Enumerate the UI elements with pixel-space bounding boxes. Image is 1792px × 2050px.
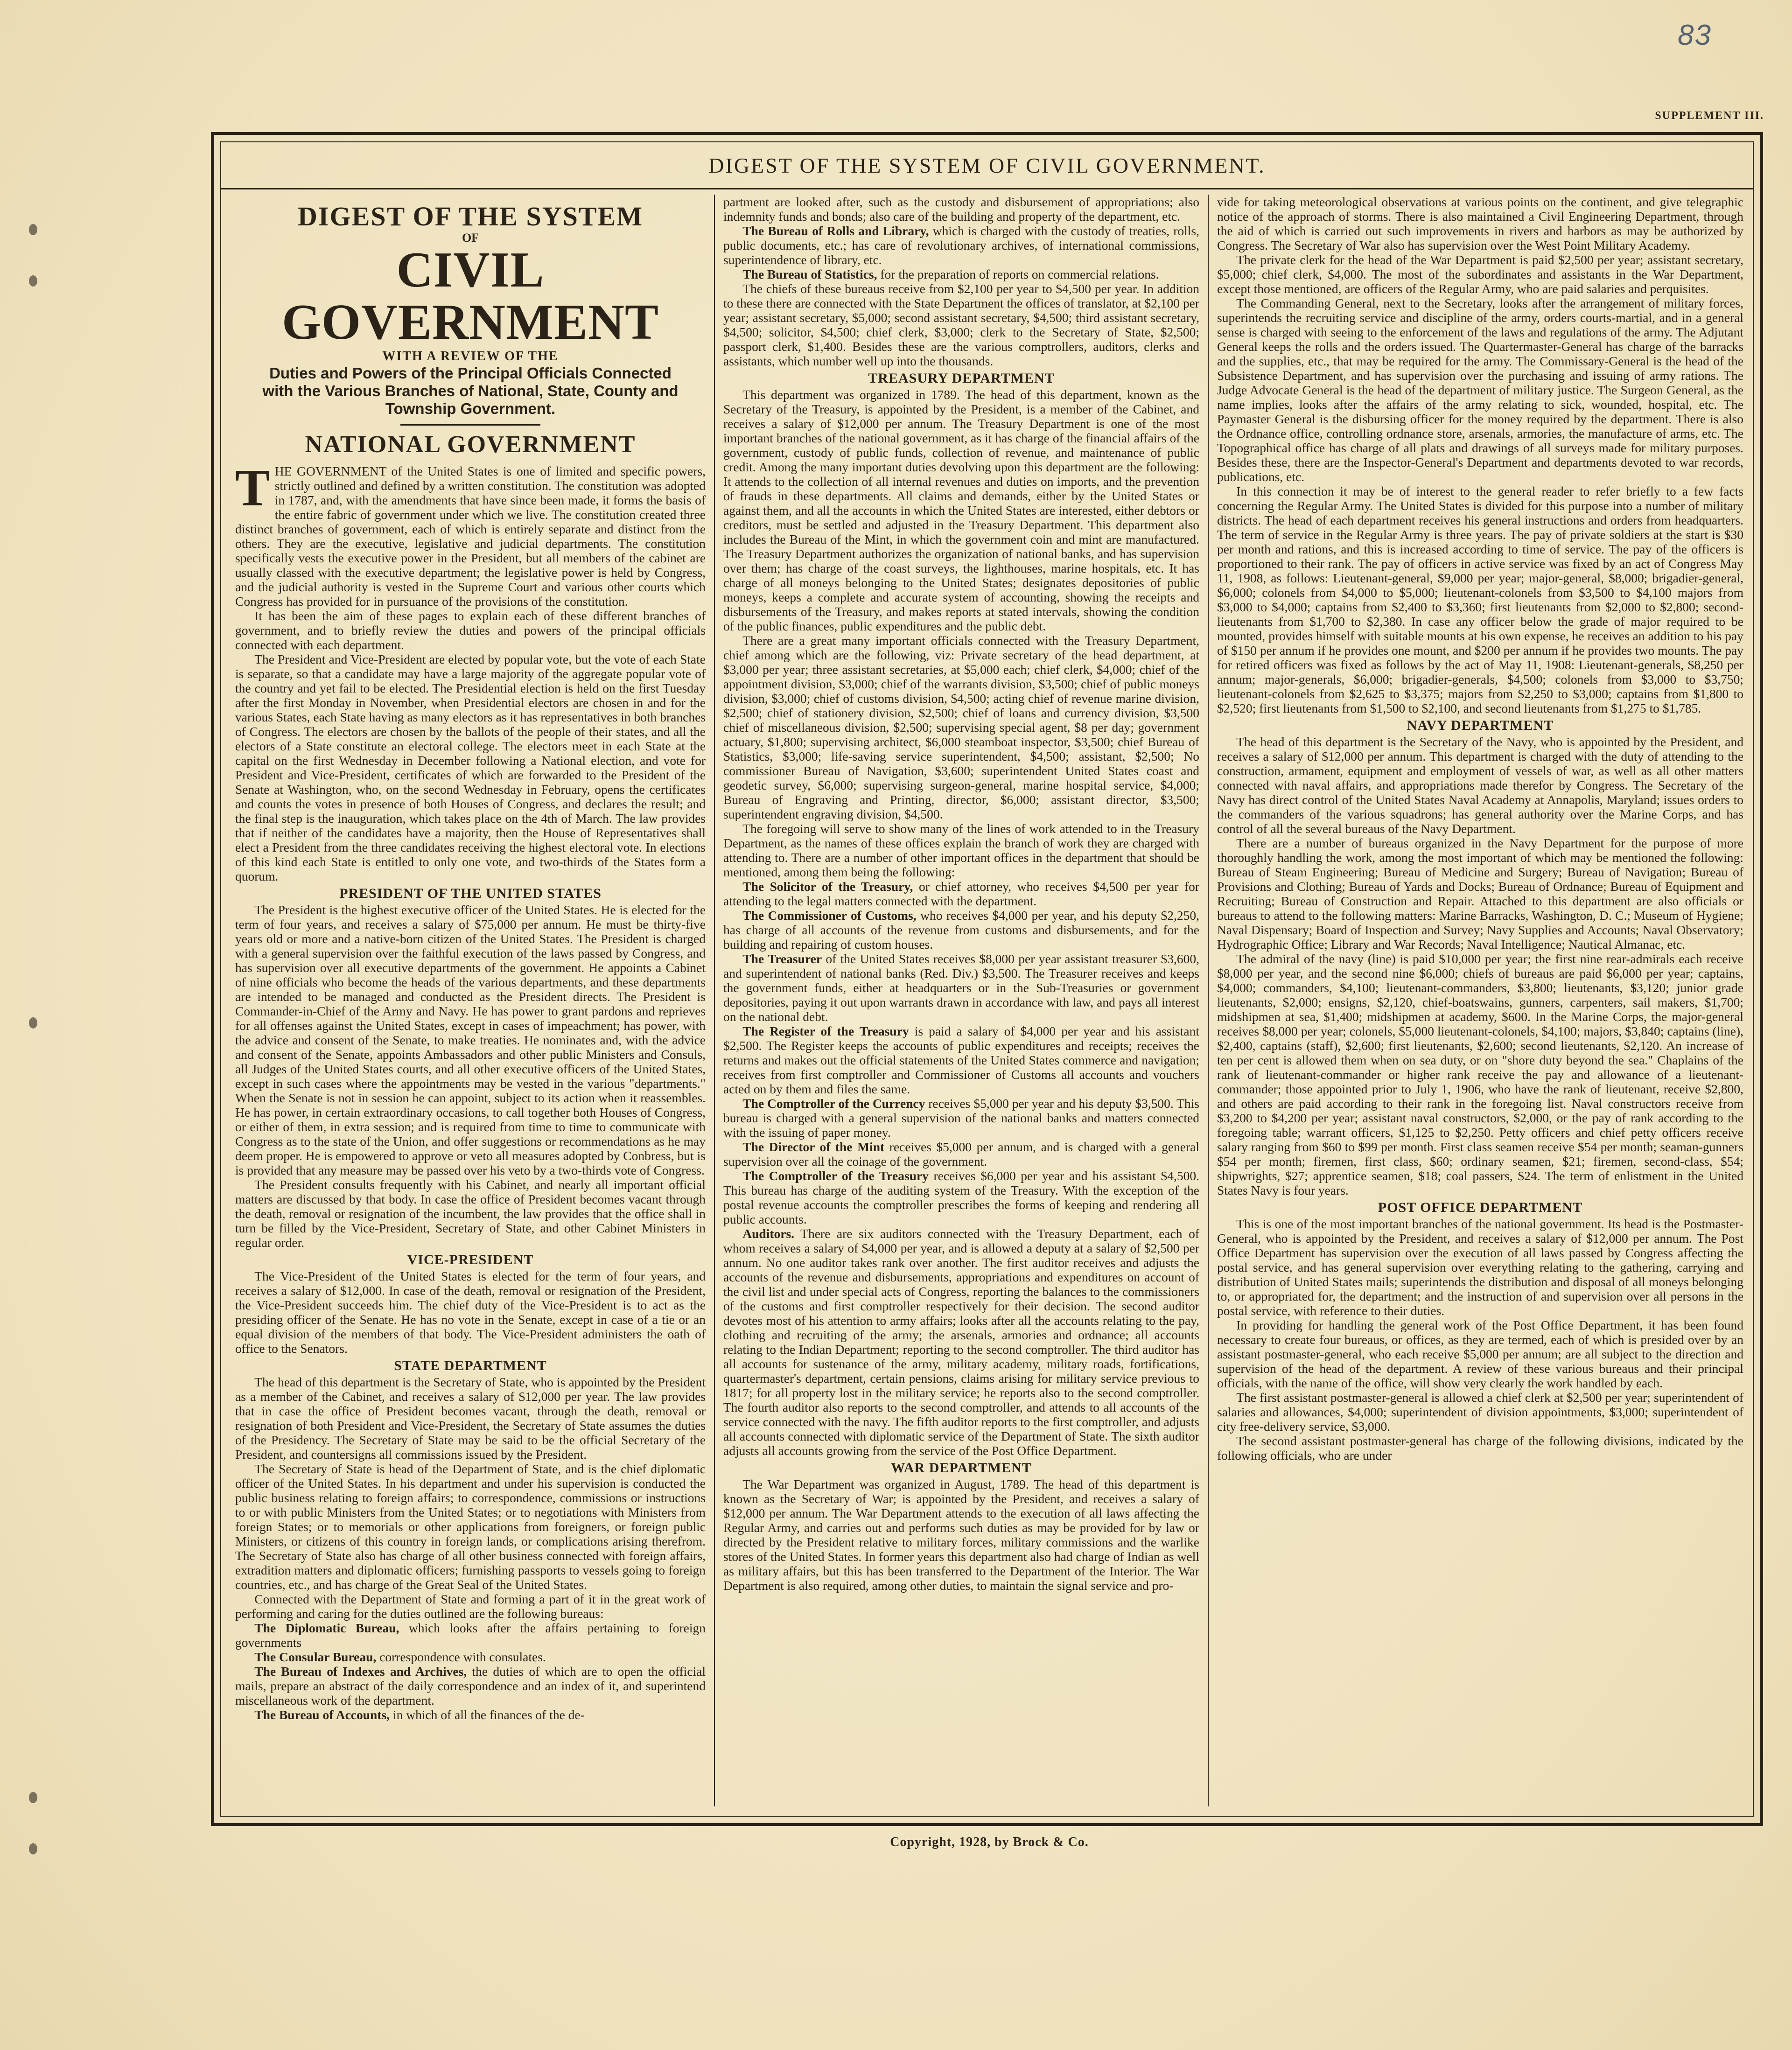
title-block <box>235 201 706 458</box>
lead-in: The Comptroller of the Treasury <box>742 1168 929 1183</box>
drop-cap: T <box>235 459 270 517</box>
section-heading: VICE-PRESIDENT <box>407 1252 534 1267</box>
paragraph: The admiral of the navy (line) is paid $10,000 per year; the first nine rear-admirals each receive $8,000 per year, and the second nine $6,000; chiefs of bureaus are paid $6,000 per year; captains, $4,000; commanders, $4,100; lieutenant-commanders, $3,800; lieutenants, $3,120; junior grade lieutenants, $2,000; ensigns, $2,120, chief-boatswains, gunners, carpenters, sail makers, $1,700; midshipmen at sea, $1,400; midshipmen at academy, $600. In the Marine Corps, the major-general receives $8,000 per year; colonels, $5,000 lieutenant-colonels, $4,100; majors, $3,840; captains (line), $2,400, captains (staff), $2,600; first lieutenants, $2,600; second lieutenants, $2,120. An increase of ten per cent is allowed them when on sea duty, or on "shore duty beyond the sea." Chaplains of the rank of lieutenant-commander or higher rank receive the pay and allowance of a lieutenant-commander; those appointed prior to July 1, 1906, who have the rank of lieutenant, receive $2,800, and others are paid according to their rank in the foregoing list. Naval constructors receive from $3,200 to $4,200 per year; assistant naval constructors, $2,000, or the pay of rank according to the foregoing table; warrant officers, $1,125 to $2,250. Petty officers and chief petty officers receive salary ranging from $60 to $99 per month. First class seamen receive $54 per month; seaman-gunners $54 per month; firemen, first class, $60; ordinary seamen, $21; firemen, second-class, $54; shipwrights, $27; apprentice seamen, $18; coal passers, $24. The term of enlistment in the United States Navy is four years. <box>1217 952 1743 1197</box>
supplement-label: SUPPLEMENT III. <box>1655 110 1764 122</box>
paragraph-text: receives $5,000 per annum, and is charged with a general supervision over all the coinage of the government. <box>723 1140 1199 1168</box>
section-heading: POST OFFICE DEPARTMENT <box>1378 1200 1583 1215</box>
paragraph: There are a number of bureaus organized in the Navy Department for the purpose of more thoroughly handling the work, among the most important of which may be mentioned the following: Bureau of Steam Engineering; Bureau of Medicine and Surgery; Bureau of Navigation; Bureau of Provisions and Clothing; Bureau of Yards and Docks; Bureau of Ordnance; Bureau of Equipment and Recruiting; Bureau of Construction and Repair. Attached to this department are also officials or bureaus to attend to the following matters: Marine Barracks, Washington, D. C.; Museum of Hygiene; Naval Dispensary; Board of Inspection and Survey; Navy Supplies and Accounts; Naval Observatory; Hydrographic Office; Library and War Records; Naval Intelligence; Nautical Almanac, etc. <box>1217 836 1743 952</box>
paragraph <box>723 1140 1199 1168</box>
paragraph-text: the duties of which are to open the official mails, prepare an abstract of the daily correspondence and an index of it, and superintend miscellaneous work of the department. <box>235 1664 706 1707</box>
title-rule <box>400 424 540 426</box>
paragraph: The head of this department is the Secretary of the Navy, who is appointed by the President, and receives a salary of $12,000 per annum. This department is charged with the duty of attending to the construction, armament, equipment and employment of vessels of war, as well as all other matters connected with naval affairs, and appropriations made therefor by Congress. The Secretary of the Navy has direct control of the United States Naval Academy at Annapolis, Maryland; issues orders to the commanders of the various squadrons; has general authority over the Marine Corps, and has control of all the several bureaus of the Navy Department. <box>1217 735 1743 836</box>
paragraph: Connected with the Department of State and forming a part of it in the great work of performing and caring for the duties outlined are the following bureaus: <box>235 1592 706 1621</box>
paragraph <box>723 224 1199 267</box>
binding-hole <box>29 275 37 287</box>
paragraph <box>235 459 706 609</box>
paragraph <box>723 1226 1199 1458</box>
paragraph-text: receives $5,000 per year and his deputy $3,500. This bureau is charged with a general supervision of the national banks and matters connected with the issuing of paper money. <box>723 1096 1199 1140</box>
paragraph: The head of this department is the Secretary of State, who is appointed by the President as a member of the Cabinet, and receives a salary of $12,000 per year. The law provides that in case the office of President becomes vacant, through the death, removal or resignation of both President and Vice-President, the Secretary of State assumes the duties of the Presidency. The Secretary of State may be said to be the official Secretary of the President, and countersigns all commissions issued by the President. <box>235 1375 706 1462</box>
column-divider <box>1208 195 1209 1806</box>
paragraph-text: for the preparation of reports on commercial relations. <box>877 267 1159 281</box>
paragraph: The Vice-President of the United States is elected for the term of four years, and receives a salary of $12,000. In case of the death, removal or resignation of the President, the Vice-President succeeds him. The chief duty of the Vice-President is to act as the presiding officer of the Senate. He has no vote in the Senate, except in case of a tie or an equal division of the members of that body. The Vice-President administers the oath of office to the Senators. <box>235 1269 706 1356</box>
inner-border <box>220 141 1754 1817</box>
lead-in: The Bureau of Rolls and Library, <box>742 224 929 238</box>
paragraph-text: or chief attorney, who receives $4,500 per year for attending to the legal matters connected with the department. <box>723 879 1199 908</box>
title-subtitle: Duties and Powers of the Principal Officials Connected with the Various Branches of National, State, County and Township Government. <box>262 364 679 417</box>
copyright-notice: Copyright, 1928, by Brock & Co. <box>890 1835 1089 1849</box>
paragraph <box>723 1024 1199 1096</box>
paragraph-text: of the United States receives $8,000 per year assistant treasurer $3,600, and superintendent of national banks (Red. Div.) $3,500. The Treasurer receives and keeps the government funds, either at headquarters or in the Sub-Treasuries or government depositories, paying it out upon warrants drawn in accordance with law, and pays all interest on the national debt. <box>723 952 1199 1024</box>
lead-in: The Register of the Treasury <box>742 1024 909 1038</box>
paragraph <box>235 1707 706 1722</box>
section-heading: NAVY DEPARTMENT <box>1407 718 1554 733</box>
paragraph: The first assistant postmaster-general is allowed a chief clerk at $2,500 per year; superintendent of salaries and allowances, $4,000; superintendent of division appointments, $3,000; superintendent of city free-delivery service, $3,000. <box>1217 1390 1743 1434</box>
paragraph <box>235 1664 706 1707</box>
lead-in: The Solicitor of the Treasury, <box>742 879 913 894</box>
paragraph-text: HE GOVERNMENT of the United States is one of limited and specific powers, strictly outlined and defined by a written constitution. The constitution was adopted in 1787, and, with the amendments that have since been made, it forms the basis of the entire fabric of government under which we live. The constitution created three distinct branches of government, each of which is entirely separate and distinct from the others. They are the executive, legislative and judicial departments. The constitution specifically vests the executive power in the President, but all members of the cabinet are usually classed with the executive department; the legislative power is held by Congress, and the judicial authority is vested in the Supreme Court and various other courts which Congress has provided for in pursuance of the provisions of the constitution. <box>235 464 706 609</box>
lead-in: The Bureau of Indexes and Archives, <box>254 1664 467 1679</box>
paragraph <box>723 879 1199 908</box>
paragraph <box>723 1096 1199 1140</box>
page-number: 83 <box>1678 19 1712 51</box>
paragraph <box>235 1621 706 1650</box>
paragraph-text: in which of all the finances of the de- <box>390 1707 585 1722</box>
column-2 <box>723 195 1199 1806</box>
paragraph-text: There are six auditors connected with the Treasury Department, each of whom receives a salary of $4,000 per year, and is allowed a deputy at a salary of $2,500 per annum. No one auditor takes rank over another. The first auditor receives and adjusts the accounts of the revenue and disbursements, appropriations and expenditures on account of the civil list and under special acts of Congress, reporting the balances to the commissioners of the customs and first comptroller respectively for their decision. The second auditor devotes most of his attention to army affairs; looks after all the accounts relating to the pay, clothing and recruiting of the army; the arsenals, armories and ordnance; all accounts relating to the Indian Department; reporting to the second comptroller. The third auditor has all accounts for sustenance of the army, military academy, military roads, fortifications, quartermaster's department, certain pensions, claims arising for military service previous to 1817; for all property lost in the military service; he reports also to the second comptroller. The fourth auditor also reports to the second comptroller, and attends to all accounts of the service connected with the navy. The fifth auditor reports to the first comptroller, and adjusts all accounts connected with diplomatic service of the Department of State. The sixth auditor adjusts all accounts growing from the service of the Post Office Department. <box>723 1226 1199 1458</box>
paragraph <box>723 908 1199 952</box>
paragraph: There are a great many important officials connected with the Treasury Department, chief among which are the following, viz: Private secretary of the head department, at $3,000 per year; three assistant secretaries, at $5,000 each; chief clerk, $4,000; chief of the appointment division, $3,000; chief of the warrants division, $3,500; chief of public moneys division, $3,000; chief of customs division, $4,500; acting chief of revenue marine division, $2,500; chief of stationery division, $2,500; chief of loans and currency division, $3,500 chief of miscellaneous division, $2,500; supervising special agent, $8 per day; government actuary, $1,800; supervising architect, $6,000 steamboat inspector, $3,500; chief Bureau of Statistics, $3,000; life-saving service superintendent, $4,500; assistant, $2,500; No commissioner Bureau of Navigation, $3,600; superintendent United States coast and geodetic survey, $6,000; supervising surgeon-general, marine hospital service, $4,000; Bureau of Engraving and Printing, director, $6,000; assistant director, $3,500; superintendent engraving division, $4,500. <box>723 633 1199 821</box>
title-main: CIVIL GOVERNMENT <box>281 242 659 350</box>
section-heading: STATE DEPARTMENT <box>394 1358 547 1373</box>
paragraph <box>723 267 1199 281</box>
lead-in: The Bureau of Accounts, <box>254 1707 390 1722</box>
banner-title: DIGEST OF THE SYSTEM OF CIVIL GOVERNMENT. <box>221 142 1753 189</box>
binding-hole <box>29 1792 37 1803</box>
paragraph: The Secretary of State is head of the Department of State, and is the chief diplomatic officer of the United States. In his department and under his supervision is conducted the public business relating to foreign affairs; to correspondence, commissions or instructions to or with public Ministers from the United States; or to negotiations with Ministers from foreign States; or to memorials or other applications from foreigners, or foreign public Ministers, or citizens of this country in foreign lands, or complications arising therefrom. The Secretary of State also has charge of all other business connected with foreign affairs, extradition matters and diplomatic officers; furnishing passports to vessels going to foreign countries, etc., and has charge of the Great Seal of the United States. <box>235 1462 706 1592</box>
paragraph: The President and Vice-President are elected by popular vote, but the vote of each State is separate, so that a candidate may have a large majority of the aggregate popular vote of the country and yet fail to be elected. The Presidential election is held on the first Tuesday after the first Monday in November, when Presidential electors are chosen in and for the various States, each State having as many electors as it has representatives in both branches of Congress. The electors are chosen by the ballots of the people of their states, and all the electors of a State constitute an electoral college. The electors meet in each State at the capital on the first Wednesday in December following a National election, and vote for President and Vice-President, certificates of which are forwarded to the President of the Senate at Washington, who, on the second Wednesday in February, opens the certificates and counts the votes in presence of both Houses of Congress, and declares the result; and the final step is the inauguration, which takes place on the 4th of March. The law provides that if neither of the candidates have a majority, then the House of Representatives shall elect a President from the three candidates receiving the highest electoral vote. In elections of this kind each State is entitled to only one vote, and two-thirds of the States form a quorum. <box>235 652 706 883</box>
paragraph: The Commanding General, next to the Secretary, looks after the arrangement of military forces, superintends the recruiting service and discipline of the army, orders courts-martial, and in a general sense is charged with seeing to the enforcement of the laws and regulations of the army. The Adjutant General keeps the rolls and the orders issued. The Quartermaster-General has charge of the barracks and the supplies, etc., that may be required for the army. The Commissary-General is the head of the Subsistence Department, and has supervision over the purchasing and issuing of army rations. The Judge Advocate General is the head of the department of military justice. The Surgeon General, as the name implies, looks after the affairs of the army relating to sick, wounded, hospital, etc. The Paymaster General is the disbursing officer for the money required by the department. There is also the Ordnance office, controlling ordnance store, arsenals, armories, the manufacture of arms, etc. The Topographical office has charge of all plats and drawings of all surveys made for military purposes. Besides these, there are the Inspector-General's Department and departments devoted to war records, publications, etc. <box>1217 296 1743 484</box>
paragraph: This department was organized in 1789. The head of this department, known as the Secretary of the Treasury, is appointed by the President, is a member of the Cabinet, and receives a salary of $12,000 per annum. The Treasury Department is one of the most important branches of the national government, as it has charge of the financial affairs of the government, custody of public funds, collection of revenue, and maintenance of public credit. Among the many important duties devolving upon this department are the following: It attends to the collection of all internal revenues and duties on imports, and the prevention of frauds in these departments. All claims and demands, either by the United States or against them, and all the accounts in which the United States are interested, either debtors or creditors, must be settled and adjusted in the Treasury Department. This department also includes the Bureau of the Mint, in which the government coin and mint are manufactured. The Treasury Department authorizes the organization of national banks, and has supervision over them; has charge of the coast surveys, the lighthouses, marine hospitals, etc. It has charge of all moneys belonging to the United States; designates depositories of public moneys, keeps a complete and accurate system of accounting, showing the receipts and disbursements of the Treasury, and makes reports at stated intervals, showing the condition of the public finances, public expenditures and the public debt. <box>723 387 1199 633</box>
paragraph <box>723 1168 1199 1226</box>
article-frame <box>211 132 1763 1826</box>
paragraph <box>235 1650 706 1664</box>
paragraph: In this connection it may be of interest to the general reader to refer briefly to a few facts concerning the Regular Army. The United States is divided for this purpose into a number of military districts. The head of each department receives his general instructions and orders from headquarters. The term of service in the Regular Army is three years. The pay of private soldiers at the start is $30 per month and rations, and this is increased according to time of service. The pay of the officers is proportioned to their rank. The pay of officers in active service was fixed by an act of Congress May 11, 1908, as follows: Lieutenant-general, $9,000 per year; major-general, $8,000; brigadier-general, $6,000; colonels from $4,000 to $5,000; lieutenant-colonels from $3,500 to $4,100 majors from $3,000 to $4,000; captains from $2,400 to $3,360; first lieutenants from $2,000 to $2,800; second-lieutenants from $1,700 to $2,380. In case any officer below the grade of major required to be mounted, provides himself with suitable mounts at his own expense, he receives an addition to his pay of $150 per annum if he provides one mount, and $200 per annum if he provides two mounts. The pay for retired officers was fixed as follows by the act of May 11, 1908: Lieutenant-generals, $8,250 per annum; major-generals, $6,000; brigadier-generals, $4,500; colonels from $3,000 to $3,750; lieutenant-colonels from $2,625 to $3,375; majors from $2,250 to $3,000; captains from $1,800 to $2,520; first lieutenants from $1,500 to $2,100, and second lieutenants from $1,275 to $1,785. <box>1217 484 1743 715</box>
paragraph: vide for taking meteorological observations at various points on the continent, and give telegraphic notice of the approach of storms. There is also maintained a Civil Engineering Department, through the aid of which is carried out such improvements in rivers and harbors as may be authorized by Congress. The Secretary of War also has supervision over the West Point Military Academy. <box>1217 195 1743 252</box>
paragraph: It has been the aim of these pages to explain each of these different branches of government, and to briefly review the duties and powers of the principal officials connected with each department. <box>235 609 706 652</box>
paragraph: The private clerk for the head of the War Department is paid $2,500 per year; assistant secretary, $5,000; chief clerk, $4,000. The most of the subordinates and assistants in the War Department, except those mentioned, are officers of the Regular Army, who are paid salaries and perquisites. <box>1217 252 1743 296</box>
column-1 <box>235 195 706 1806</box>
lead-in: The Commissioner of Customs, <box>742 908 917 923</box>
paragraph-text: which is charged with the custody of treaties, rolls, public documents, etc.; has care of revolutionary archives, of international commissions, superintendence of library, etc. <box>723 224 1199 267</box>
binding-hole <box>29 224 37 235</box>
paragraph: The President is the highest executive officer of the United States. He is elected for the term of four years, and receives a salary of $75,000 per annum. He must be thirty-five years old or more and a native-born citizen of the United States. The President is charged with a general supervision over the faithful execution of the laws passed by Congress, and has supervision over all executive departments of the government. He appoints a Cabinet of nine officials who become the heads of the various departments, and these departments are intended to be managed and conducted as the President directs. The President is Commander-in-Chief of the Army and Navy. He has power to grant pardons and reprieves for all offenses against the United States, except in cases of impeachment; has power, with the advice and consent of the Senate, to make treaties. He nominates and, with the advice and consent of the Senate, appoints Ambassadors and other public Ministers and Consuls, all Judges of the United States courts, and all other executive officers of the United States, except in such cases where the appointments may be vested in the various "departments." When the Senate is not in session he can appoint, subject to its action when it reassembles. He has power, in certain extraordinary occasions, to call together both Houses of Congress, or either of them, in extra session; and is required from time to time to communicate with Congress as to the state of the Union, and offer suggestions or recommendations as he may deem proper. He is empowered to approve or veto all measures adopted by Conbress, but is is provided that any measure may be passed over his veto by a two-thirds vote of Congress. <box>235 903 706 1177</box>
title-line-3: WITH A REVIEW OF THE <box>382 349 559 364</box>
paragraph: The President consults frequently with his Cabinet, and nearly all important official matters are discussed by that body. In case the office of President becomes vacant through the death, removal or resignation of the incumbent, the law provides that the office shall in turn be filled by the Vice-President, Secretary of State, and other Cabinet Ministers in regular order. <box>235 1177 706 1250</box>
lead-in: The Treasurer <box>742 952 822 966</box>
lead-in: The Diplomatic Bureau, <box>254 1621 399 1635</box>
binding-hole <box>29 1017 37 1028</box>
paragraph: The foregoing will serve to show many of the lines of work attended to in the Treasury Department, as the names of these offices explain the branch of work they are charged with attending to. There are a number of other important offices in the department that should be mentioned, among them being the following: <box>723 821 1199 879</box>
paragraph <box>723 952 1199 1024</box>
paragraph: The second assistant postmaster-general has charge of the following divisions, indicated by the following officials, who are under <box>1217 1434 1743 1462</box>
binding-hole <box>29 1843 37 1854</box>
lead-in: The Director of the Mint <box>742 1140 885 1154</box>
lead-in: The Comptroller of the Currency <box>742 1096 925 1111</box>
paragraph: This is one of the most important branches of the national government. Its head is the Postmaster-General, who is appointed by the President, and receives a salary of $12,000 per annum. The Post Office Department has supervision over the execution of all laws passed by Congress affecting the postal service, and has general supervision over everything relating to the gathering, carrying and distribution of United States mails; superintends the distribution and disposal of all moneys belonging to, or appropriated for, the department; and the instruction of and supervision over all persons in the postal service, with reference to their duties. <box>1217 1217 1743 1318</box>
paragraph: partment are looked after, such as the custody and disbursement of appropriations; also indemnity funds and bonds; also care of the building and property of the department, etc. <box>723 195 1199 224</box>
title-line-1: DIGEST OF THE SYSTEM <box>298 201 643 231</box>
section-heading: TREASURY DEPARTMENT <box>868 371 1055 386</box>
lead-in: The Bureau of Statistics, <box>742 267 877 281</box>
column-3 <box>1217 195 1743 1806</box>
paragraph-text: correspondence with consulates. <box>376 1650 546 1664</box>
section-heading: WAR DEPARTMENT <box>891 1460 1032 1476</box>
paragraph: The War Department was organized in August, 1789. The head of this department is known as the Secretary of War; is appointed by the President, and receives a salary of $12,000 per annum. The War Department attends to the execution of all laws affecting the Regular Army, and carries out and performs such duties as may be provided for by law or directed by the President relative to military forces, military commissions and the warlike stores of the United States. In former years this department also had charge of Indian as well as military affairs, but this has been transferred to the Department of the Interior. The War Department is also required, among other duties, to maintain the signal service and pro- <box>723 1477 1199 1593</box>
paragraph-text: receives $6,000 per year and his assistant $4,500. This bureau has charge of the auditing system of the Treasury. With the exception of the postal revenue accounts the comptroller prescribes the forms of keeping and rendering all public accounts. <box>723 1168 1199 1226</box>
lead-in: The Consular Bureau, <box>254 1650 377 1664</box>
column-divider <box>714 195 715 1806</box>
lead-in: Auditors. <box>742 1226 795 1241</box>
paragraph-text: is paid a salary of $4,000 per year and his assistant $2,500. The Register keeps the accounts of public expenditures and receipts; receives the returns and makes out the official statements of the United States commerce and navigation; receives from first comptroller and Commissioner of Customs all accounts and vouchers acted on by them and files the same. <box>723 1024 1199 1096</box>
section-title: NATIONAL GOVERNMENT <box>305 431 636 458</box>
paragraph: In providing for handling the general work of the Post Office Department, it has been found necessary to create four bureaus, or offices, as they are termed, each of which is presided over by an assistant postmaster-general, who each receive $5,000 per annum; are all subject to the direction and supervision of the head of the department. A review of these various bureaus and their principal officials, with the name of the office, will show very clearly the work handled by each. <box>1217 1318 1743 1390</box>
paragraph-text: who receives $4,000 per year, and his deputy $2,250, has charge of all accounts of the revenue from customs and disbursements, and for the building and repairing of custom houses. <box>723 908 1199 952</box>
paragraph: The chiefs of these bureaus receive from $2,100 per year to $4,500 per year. In addition to these there are connected with the State Department the offices of translator, at $2,100 per year; assistant secretary, $5,000; second assistant secretary, $4,500; third assistant secretary, $4,500; solicitor, $4,500; chief clerk, $3,000; clerk to the Secretary of State, $2,500; passport clerk, $1,400. Besides these are the various comptrollers, auditors, clerks and assistants, which number well up into the thousands. <box>723 281 1199 368</box>
title-of: OF <box>462 231 479 245</box>
paragraph-text: which looks after the affairs pertaining to foreign governments <box>235 1621 706 1650</box>
section-heading: PRESIDENT OF THE UNITED STATES <box>339 886 602 901</box>
